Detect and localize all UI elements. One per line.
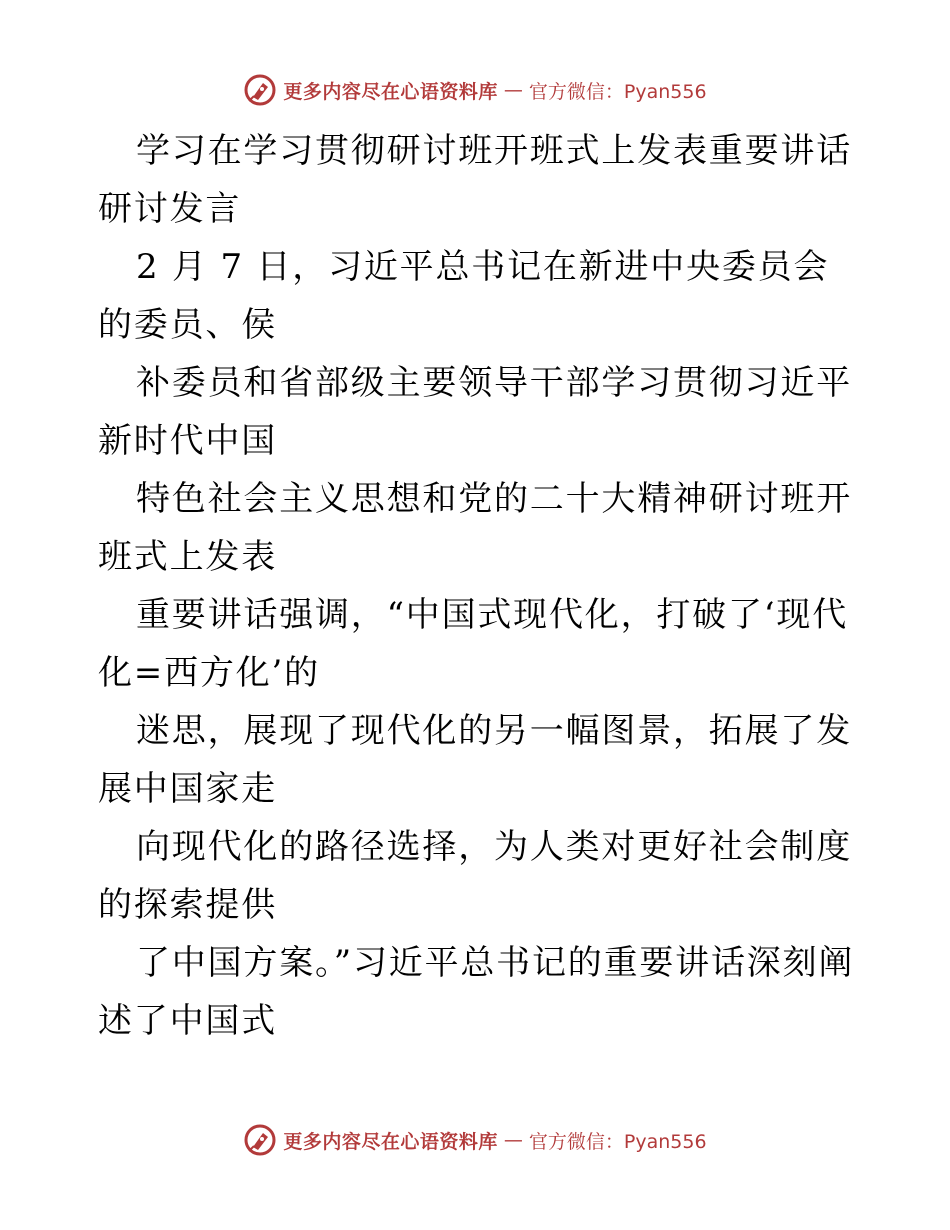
paragraph-5: 重要讲话强调，“中国式现代化，打破了‘现代化=西方化’的 [98, 595, 848, 693]
paragraph-7: 向现代化的路径选择，为人类对更好社会制度的探索提供 [98, 827, 852, 925]
watermark-separator: — [503, 79, 523, 101]
watermark-brand-text: 更多内容尽在心语资料库 [283, 1130, 498, 1153]
watermark-wechat-text: 官方微信：Pyan556 [528, 1130, 707, 1153]
header-watermark [0, 70, 950, 110]
paragraph-8: 了中国方案。”习近平总书记的重要讲话深刻阐述了中国式 [98, 943, 855, 1041]
watermark-wechat-text: 官方微信：Pyan556 [528, 80, 707, 103]
watermark-brand-text: 更多内容尽在心语资料库 [283, 80, 498, 103]
paragraph-3: 补委员和省部级主要领导干部学习贯彻习近平新时代中国 [98, 363, 852, 461]
paragraph-6: 迷思，展现了现代化的另一幅图景，拓展了发展中国家走 [98, 711, 852, 809]
document-body [98, 122, 858, 1050]
pen-nib-logo-icon [243, 1123, 277, 1157]
paragraph-2: 2 月 7 日，习近平总书记在新进中央委员会的委员、侯 [98, 247, 830, 345]
pen-nib-logo-icon [243, 73, 277, 107]
footer-watermark [0, 1120, 950, 1160]
paragraph-1: 学习在学习贯彻研讨班开班式上发表重要讲话研讨发言 [98, 131, 852, 229]
paragraph-4: 特色社会主义思想和党的二十大精神研讨班开班式上发表 [98, 479, 852, 577]
watermark-separator: — [503, 1129, 523, 1151]
